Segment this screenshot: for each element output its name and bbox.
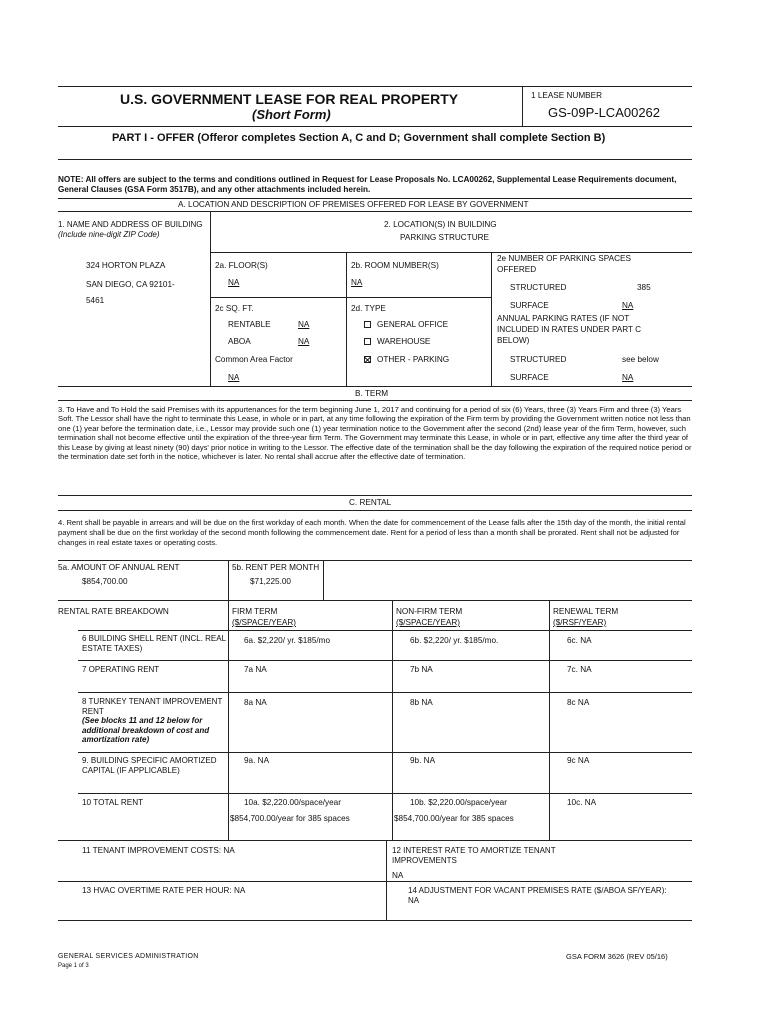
type-general-office[interactable]: GENERAL OFFICE [364,320,448,330]
table-cell: 9c NA [567,756,590,765]
table-cell: 9a. NA [244,756,270,765]
form-subtitle: (Short Form) [252,107,331,122]
type-label: 2d. TYPE [351,304,386,313]
footer-form: GSA FORM 3626 (REV 05/16) [566,952,668,961]
renewal-term-header: RENEWAL TERM [553,607,619,616]
monthly-rent-value: $71,225.00 [250,577,291,586]
term-paragraph: 3. To Have and To Hold the said Premises with its appurtenances for the term beginning June 1, 2017 and continuing for a period of six (6) Years, three (3) Years Firm and three (3) Years Soft. The Lessor shall have the right to terminate this Lease, in whole or in part, at any time following the expiration of the Firm term by providing the Government written notice not less than one (1) year before the termination date, i.e., Lessor may provide such one (1) year termination notice to the Government after the second (2nd) lease year of the firm Term, however, such termination shall not become effective until the expiration of the three-year firm Term. The Government may terminate this Lease, in whole or in part, effective any time after the third year of this Lease by giving at least ninety (90) days' prior notice in writing to the Lessor. The effective date of the termination shall be the day following the expiration of the required notice period or the termination date set forth in the notice, whichever is later. No rental shall accrue after the effective date of termination. [58,405,692,462]
parking-spaces-label: 2e NUMBER OF PARKING SPACES [497,254,631,263]
breakdown-col-header: RENTAL RATE BREAKDOWN [58,607,169,616]
table-row: 6 BUILDING SHELL RENT (INCL. REAL ESTATE TAXES) [82,634,226,653]
table-row: 7 OPERATING RENT [82,665,160,674]
room-value: NA [351,278,363,287]
table-cell: 8c NA [567,698,590,707]
floor-value: NA [228,278,240,287]
annual-rent-label: 5a. AMOUNT OF ANNUAL RENT [58,563,180,572]
nonfirm-term-units: ($/SPACE/YEAR) [396,618,460,627]
parking-spaces-sublabel: OFFERED [497,265,537,274]
interest-rate-value: NA [392,871,404,880]
parking-rates-label-1: ANNUAL PARKING RATES (IF NOT [497,314,630,323]
vacant-premises-adjustment: 14 ADJUSTMENT FOR VACANT PREMISES RATE ($/ABOA SF/YEAR): NA [408,886,667,905]
table-cell: 10b. $2,220.00/space/year [410,798,507,807]
location-subheading: PARKING STRUCTURE [400,233,490,242]
general-office-checkbox[interactable] [364,321,371,328]
table-cell: $854,700.00/year for 385 spaces [394,814,514,823]
surface-rate-label: SURFACE [510,373,549,382]
section-c-heading: C. RENTAL [349,498,392,507]
building-name-label: 1. NAME AND ADDRESS OF BUILDING (Include nine-digit ZIP Code) [58,220,203,239]
table-cell: 7c. NA [567,665,592,674]
interest-rate-label: 12 INTEREST RATE TO AMORTIZE TENANT IMPROVEMENTS [392,846,556,865]
table-cell: 6c. NA [567,636,592,645]
section-a-heading: A. LOCATION AND DESCRIPTION OF PREMISES OFFERED FOR LEASE BY GOVERNMENT [178,200,529,209]
room-label: 2b. ROOM NUMBER(S) [351,261,439,270]
offer-note: NOTE: All offers are subject to the terms and conditions outlined in Request for Lease Proposals No. LCA00262, Supplemental Lease Requirements document, General Clauses (GSA Form 3517B), and any other attachments included herein. [58,175,677,194]
structured-spaces-value: 385 [637,283,651,292]
parking-rates-label-3: BELOW) [497,336,530,345]
common-area-label: Common Area Factor [215,355,293,364]
building-address-street: 324 HORTON PLAZA [86,261,166,270]
aboa-value: NA [298,337,310,346]
table-cell: 10a. $2,220.00/space/year [244,798,341,807]
building-address-zip4: 5461 [86,296,105,305]
table-cell: 8b NA [410,698,433,707]
turnkey-note: (See blocks 11 and 12 below for additional breakdown of cost and amortization rate) [82,716,210,745]
table-row: 9. BUILDING SPECIFIC AMORTIZED CAPITAL (IF APPLICABLE) [82,756,217,775]
common-area-value: NA [228,373,240,382]
table-cell: 7b NA [410,665,433,674]
section-b-heading: B. TERM [355,389,389,398]
hvac-overtime-rate: 13 HVAC OVERTIME RATE PER HOUR: NA [82,886,246,895]
lease-number: GS-09P-LCA00262 [548,105,661,120]
parking-rates-label-2: INCLUDED IN RATES UNDER PART C [497,325,642,334]
monthly-rent-label: 5b. RENT PER MONTH [232,563,320,572]
firm-term-header: FIRM TERM [232,607,278,616]
table-row: 8 TURNKEY TENANT IMPROVEMENT RENT (See blocks 11 and 12 below for additional breakdown of cost and amortization rate) [82,697,226,745]
ti-costs: 11 TENANT IMPROVEMENT COSTS: NA [82,846,235,855]
building-address-city: SAN DIEGO, CA 92101- [86,280,175,289]
nonfirm-term-header: NON-FIRM TERM [396,607,463,616]
lease-number-label: 1 LEASE NUMBER [531,91,602,100]
sqft-label: 2c SQ. FT. [215,304,254,313]
structured-rate-label: STRUCTURED [510,355,567,364]
table-cell: 6a. $2,220/ yr. $185/mo [244,636,331,645]
aboa-label: ABOA [228,337,251,346]
footer-agency: GENERAL SERVICES ADMINISTRATION [58,953,199,960]
table-cell: $854,700.00/year for 385 spaces [230,814,350,823]
type-other-parking[interactable]: OTHER - PARKING [364,355,449,365]
annual-rent-value: $854,700.00 [82,577,128,586]
rental-paragraph: 4. Rent shall be payable in arrears and will be due on the first workday of each month. When the date for commencement of the Lease falls after the 15th day of the month, the initial rental payment shall be due on the first workday of the second month following the commencement date. Rent for a period of less than a month shall be prorated. Rent shall not be adjusted for changes in real estate taxes or operating costs. [58,518,686,547]
building-name-hint: (Include nine-digit ZIP Code) [58,229,160,239]
rentable-value: NA [298,320,310,329]
renewal-term-units: ($/RSF/YEAR) [553,618,607,627]
footer-page: Page 1 of 3 [58,963,89,969]
part-heading: PART I - OFFER (Offeror completes Section A, C and D; Government shall complete Section B) [112,132,606,144]
surface-spaces-label: SURFACE [510,301,549,310]
rentable-label: RENTABLE [228,320,271,329]
structured-rate-value: see below [622,355,659,364]
table-row: 10 TOTAL RENT [82,798,144,807]
structured-spaces-label: STRUCTURED [510,283,567,292]
table-cell: 9b. NA [410,756,436,765]
table-cell: 8a NA [244,698,267,707]
other-parking-checkbox[interactable] [364,356,371,363]
type-warehouse[interactable]: WAREHOUSE [364,337,430,347]
firm-term-units: ($/SPACE/YEAR) [232,618,296,627]
surface-rate-value: NA [622,373,634,382]
warehouse-checkbox[interactable] [364,338,371,345]
table-cell: 10c. NA [567,798,597,807]
table-cell: 6b. $2,220/ yr. $185/mo. [410,636,499,645]
surface-spaces-value: NA [622,301,634,310]
floor-label: 2a. FLOOR(S) [215,261,268,270]
table-cell: 7a NA [244,665,267,674]
form-title: U.S. GOVERNMENT LEASE FOR REAL PROPERTY [120,91,459,107]
location-heading: 2. LOCATION(S) IN BUILDING [384,220,497,229]
